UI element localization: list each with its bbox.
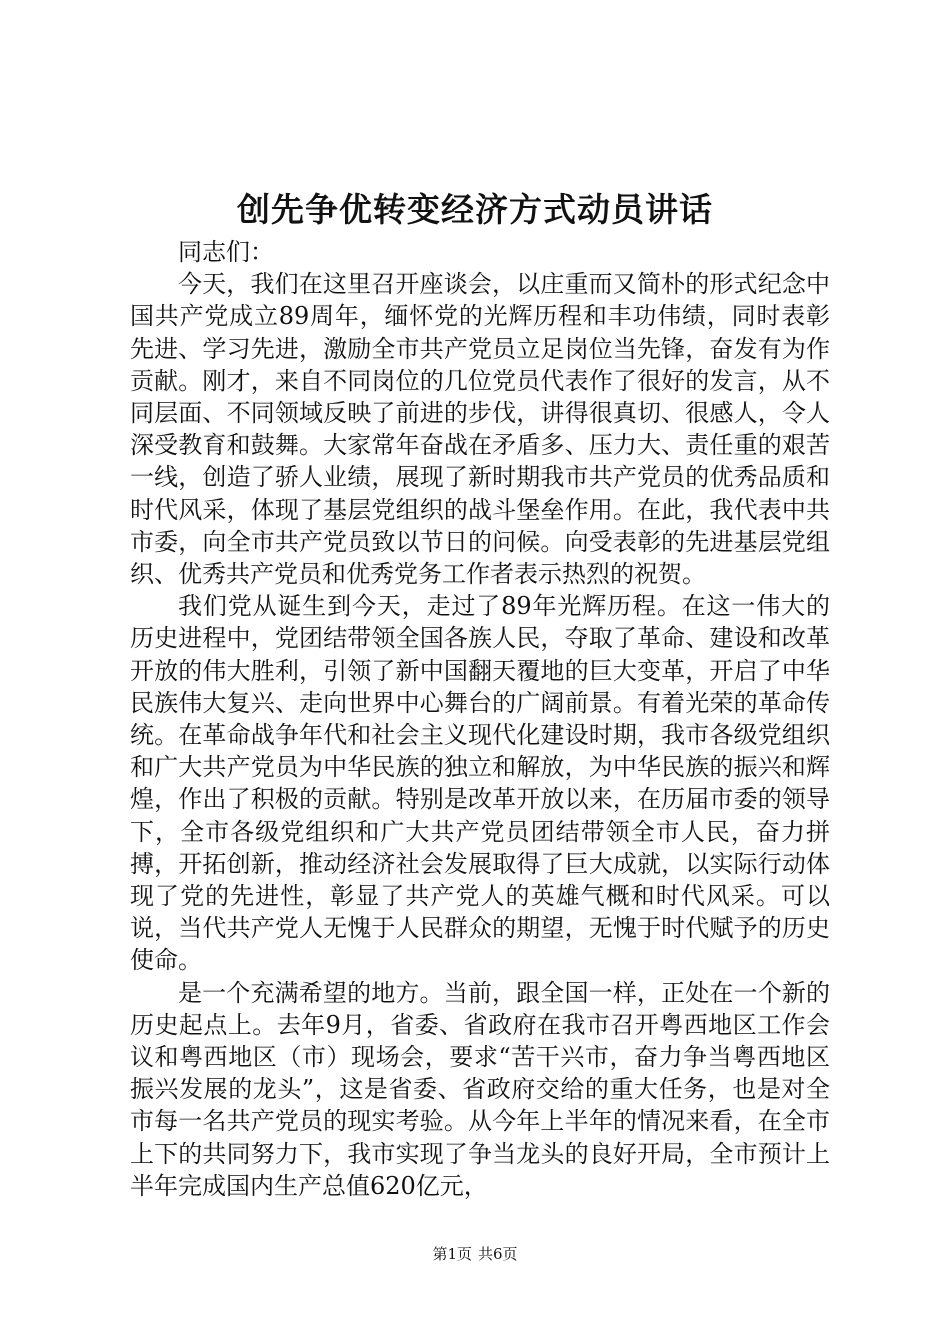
- page-footer: [0, 1243, 950, 1265]
- paragraph-1: 今天，我们在这里召开座谈会，以庄重而又简朴的形式纪念中国共产党成立89周年，缅怀党的光辉历程和丰功伟绩，同时表彰先进、学习先进，激励全市共产党员立足岗位当先锋，奋发有为作贡献。刚才，来自不同岗位的几位党员代表作了很好的发言，从不同层面、不同领域反映了前进的步伐，讲得很真切、很感人，令人深受教育和鼓舞。大家常年奋战在矛盾多、压力大、责任重的艰苦一线，创造了骄人业绩，展现了新时期我市共产党员的优秀品质和时代风采，体现了基层党组织的战斗堡垒作用。在此，我代表中共市委，向全市共产党员致以节日的问候。向受表彰的先进基层党组织、优秀共产党员和优秀党务工作者表示热烈的祝贺。: [130, 270, 830, 589]
- salutation: 同志们：: [178, 238, 274, 266]
- paragraph-2: 我们党从诞生到今天，走过了89年光辉历程。在这一伟大的历史进程中，党团结带领全国各族人民，夺取了革命、建设和改革开放的伟大胜利，引领了新中国翻天覆地的巨大变革，开启了中华民族伟大复兴、走向世界中心舞台的广阔前景。有着光荣的革命传统。在革命战争年代和社会主义现代化建设时期，我市各级党组织和广大共产党员为中华民族的独立和解放，为中华民族的振兴和辉煌，作出了积极的贡献。特别是改革开放以来，在历届市委的领导下，全市各级党组织和广大共产党员团结带领全市人民，奋力拼搏，开拓创新，推动经济社会发展取得了巨大成就，以实际行动体现了党的先进性，彰显了共产党人的英雄气概和时代风采。可以说，当代共产党人无愧于人民群众的期望，无愧于时代赋予的历史使命。: [130, 592, 830, 975]
- paragraph-3: 是一个充满希望的地方。当前，跟全国一样，正处在一个新的历史起点上。去年9月，省委、省政府在我市召开粤西地区工作会议和粤西地区（市）现场会，要求“苦干兴市，奋力争当粤西地区振兴发展的龙头”，这是省委、省政府交给的重大任务，也是对全市每一名共产党员的现实考验。从今年上半年的情况来看，在全市上下的共同努力下，我市实现了争当龙头的良好开局，全市预计上半年完成国内生产总值620亿元，: [130, 978, 830, 1200]
- page-number: 第1页: [432, 1245, 472, 1263]
- document-title: 创先争优转变经济方式动员讲话: [237, 190, 713, 229]
- document-body: [130, 236, 830, 1202]
- page-total: 共6页: [478, 1245, 518, 1263]
